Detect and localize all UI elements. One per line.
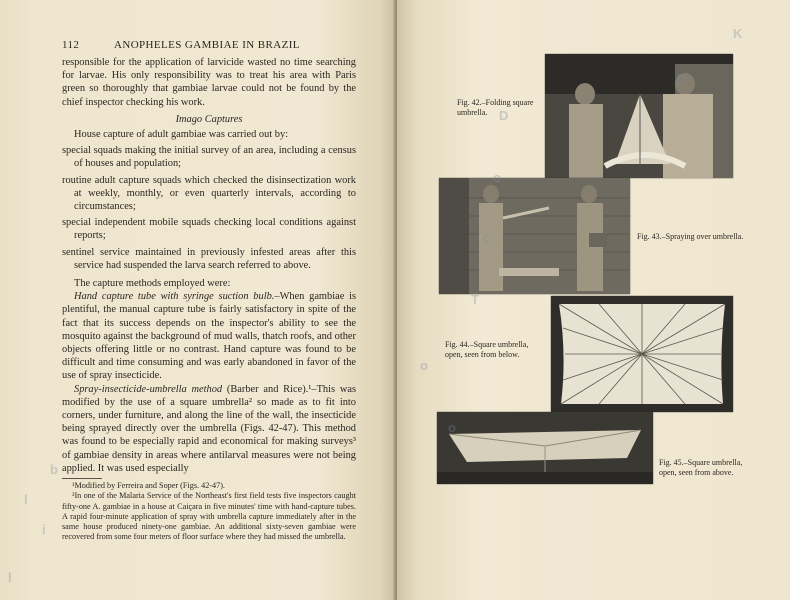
page-number: 112 <box>62 39 80 51</box>
umbrella-from-above-image <box>437 412 653 484</box>
figure-42-photo <box>545 54 733 178</box>
watermark-letter: c <box>483 230 491 245</box>
capture-list-item: routine adult capture squads which checked the disinsectization work at weekly, monthly, or even quarterly intervals, according to circumstances; <box>62 174 356 213</box>
watermark-letter: K <box>733 26 743 41</box>
method-spray-umbrella-title: Spray-insecticide-umbrella method <box>74 383 223 395</box>
method-hand-capture-title: Hand capture tube with syringe suction bulb. <box>74 291 275 303</box>
method-spray-umbrella <box>62 383 356 475</box>
method-hand-capture-text: –When gambiae is plentiful, the manual capture tube is fairly satisfactory in spite of the fact that its success depends on the inspector's ability to see the mosquito against the background of mud walls, thatch roofs, and other objects offering little or no contrast. Hand capture was found to be difficult and time consuming and was early abandoned in favor of the use of spray insecticide. <box>62 291 356 382</box>
capture-intro: House capture of adult gambiae was carried out by: <box>74 129 289 141</box>
spraying-umbrella-image <box>439 178 630 294</box>
watermark-letter: o <box>448 420 456 435</box>
watermark-letter: b <box>50 462 58 477</box>
methods-intro: The capture methods employed were: <box>74 278 231 290</box>
watermark-letter: o <box>493 170 501 185</box>
figure-43-caption: Fig. 43.–Spraying over umbrella. <box>637 232 744 241</box>
capture-list-item: sentinel service maintained in previously infested areas after this service had suspended the larva search referred to above. <box>62 246 356 271</box>
umbrella-from-below-image <box>551 296 733 412</box>
figure-44-photo <box>551 296 733 412</box>
watermark-letter: l <box>8 570 12 585</box>
watermark-letter: i <box>42 522 46 537</box>
figure-43-photo <box>439 178 630 294</box>
figure-44-caption: Fig. 44.–Square umbrella, open, seen from below. <box>445 340 529 359</box>
watermark-letter: o <box>420 358 428 373</box>
method-hand-capture <box>62 290 356 382</box>
footnote-1: ¹Modified by Ferreira and Soper (Figs. 42-47). <box>72 481 225 491</box>
figure-42-caption: Fig. 42.–Folding square umbrella. <box>457 98 534 117</box>
method-spray-umbrella-text: (Barber and Rice).¹–This was modified by the use of a square umbrella² so made as to fit into corners, under furniture, and along the line of the wall, the insecticide being sprayed directly over the umbrella (Figs. 42-47). This method was found to be especially rapid and economical for making surveys³ of gambiae density in areas where antilarval measures were not being applied. It was used especially <box>62 383 356 474</box>
figure-45-photo <box>437 412 653 484</box>
folding-umbrella-image <box>545 54 733 178</box>
watermark-letter: l <box>24 492 28 507</box>
footnote-rule <box>62 478 102 479</box>
right-page <box>397 0 790 600</box>
footnote-2: ²In one of the Malaria Service of the Northeast's first field tests five inspectors caught fifty-one A. gambiae in a house at Caiçara in five minutes' time with hand-capture tubes. A rapid four-minute application of spray with umbrella capture immediately after in the same house produced ninety-one gambiae. An additional sixty-seven gambiae were recovered from some four meters of floor surface where they had missed the umbrella. <box>62 491 356 542</box>
intro-paragraph: responsible for the application of larvicide wasted no time searching for larvae. His only responsibility was to treat his area with Paris green so thoroughly that gambiae larvae could not be found by the chief inspector checking his work. <box>62 57 356 108</box>
capture-list-item: special independent mobile squads checking local conditions against reports; <box>62 217 356 242</box>
body-text <box>62 56 356 542</box>
figure-45-caption: Fig. 45.–Square umbrella, open, seen from above. <box>659 458 743 477</box>
running-title: ANOPHELES GAMBIAE IN BRAZIL <box>114 39 300 51</box>
section-heading: Imago Captures <box>175 113 243 125</box>
watermark-letter: T <box>471 292 479 307</box>
watermark-letter: D <box>677 72 687 87</box>
capture-list-item: special squads making the initial survey of an area, including a census of houses and population; <box>62 145 356 170</box>
watermark-letter: D <box>499 108 509 123</box>
